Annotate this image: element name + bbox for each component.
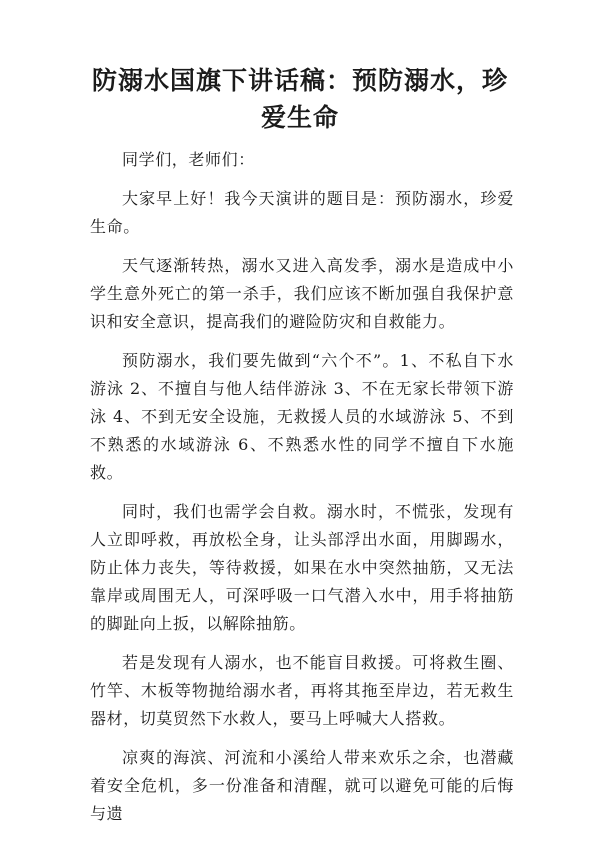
paragraph-background: 天气逐渐转热，溺水又进入高发季，溺水是造成中小学生意外死亡的第一杀手，我们应该不断加强自我保护意识和安全意识，提高我们的避险防灾和自救能力。 [90, 256, 514, 331]
paragraph-greeting: 同学们，老师们： [122, 150, 255, 169]
document-body [90, 146, 514, 839]
paragraph-self-rescue: 同时，我们也需学会自救。溺水时，不慌张，发现有人立即呼救，再放松全身，让头部浮出水面，用脚踢水，防止体力丧失，等待救援，如果在水中突然抽筋，又无法靠岸或周围无人，可深呼吸一口气潜入水中，用手将抽筋的脚趾向上扳，以解除抽筋。 [90, 502, 514, 633]
document-title: 防溺水国旗下讲话稿：预防溺水，珍爱生命 [91, 66, 508, 132]
paragraph-rescue-others: 若是发现有人溺水，也不能盲目救援。可将救生圈、竹竿、木板等物抛给溺水者，再将其拖至岸边，若无救生器材，切莫贸然下水救人，要马上呼喊大人搭救。 [90, 653, 514, 728]
paragraph-six-rules: 预防溺水，我们要先做到“六个不”。1、不私自下水游泳 2、不擅自与他人结伴游泳 3、不在无家长带领下游泳 4、不到无安全设施，无救援人员的水域游泳 5、不到不熟悉的水域游泳 6、不熟悉水性的同学不擅自下水施救。 [90, 351, 514, 482]
paragraph-closing: 凉爽的海滨、河流和小溪给人带来欢乐之余，也潜藏着安全危机，多一份准备和清醒，就可以避免可能的后悔与遗 [90, 748, 514, 823]
paragraph-opening: 大家早上好！我今天演讲的题目是：预防溺水，珍爱生命。 [90, 189, 514, 236]
